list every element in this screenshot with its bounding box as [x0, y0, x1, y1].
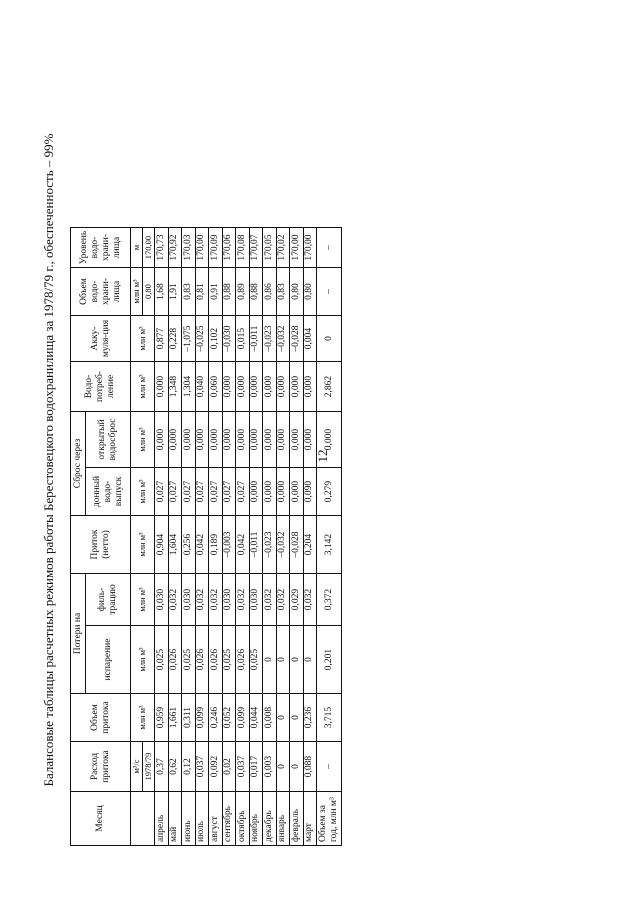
table-caption: Балансовые таблицы расчетных режимов работы Берестовецкого водохранилища за 1978/79 г., обеспеченность – 99%	[41, 133, 56, 787]
donny-cell: 0,027	[209, 468, 223, 516]
filt-cell: 0,372	[317, 574, 342, 626]
pritok-cell: 0,042	[195, 516, 209, 574]
table-row	[236, 228, 250, 846]
obyem-cell: 0,044	[249, 694, 263, 742]
isp-cell: 0,025	[182, 626, 196, 694]
obyem-cell: 0	[276, 694, 290, 742]
table-row	[290, 228, 304, 846]
lvl-cell: 170,08	[236, 228, 250, 268]
pritok-cell: –0,028	[290, 516, 304, 574]
vodop-cell: 1,304	[182, 362, 196, 412]
lvl-cell: 170,00	[303, 228, 317, 268]
isp-cell: 0,026	[236, 626, 250, 694]
akk-cell: 0,004	[303, 316, 317, 362]
donny-cell: 0,027	[222, 468, 236, 516]
lvl-cell: 170,00	[290, 228, 304, 268]
donny-cell: 0,090	[303, 468, 317, 516]
vodop-cell: 0,040	[195, 362, 209, 412]
unit-vodop: млн м³	[131, 362, 155, 412]
filt-cell: 0,032	[209, 574, 223, 626]
isp-cell: 0,026	[195, 626, 209, 694]
vol-cell: 0,88	[249, 268, 263, 316]
unit-rashod: м³/с	[131, 742, 143, 792]
vodop-cell: 0,000	[249, 362, 263, 412]
otkr-cell: 0,000	[222, 412, 236, 468]
otkr-cell: 0,000	[209, 412, 223, 468]
otkr-cell: 0,000	[276, 412, 290, 468]
pritok-cell: 0,256	[182, 516, 196, 574]
table-row	[263, 228, 277, 846]
unit-obyem: млн м³	[131, 694, 155, 742]
table-row	[182, 228, 196, 846]
table-row	[249, 228, 263, 846]
table-row	[303, 228, 317, 846]
units-month-cell	[131, 792, 155, 846]
obyem-cell: 0,246	[209, 694, 223, 742]
akk-cell: –0,011	[249, 316, 263, 362]
isp-cell: 0,026	[209, 626, 223, 694]
unit-otkr: млн м³	[131, 412, 155, 468]
unit-pritok: млн м³	[131, 516, 155, 574]
table-row	[276, 228, 290, 846]
rashod-cell: 0,037	[236, 742, 250, 792]
unit-akk: млн м³	[131, 316, 155, 362]
month-cell: Объем за год, млн м³	[317, 792, 342, 846]
akk-cell: 0,102	[209, 316, 223, 362]
month-cell: январь	[276, 792, 290, 846]
vodop-cell: 0,000	[222, 362, 236, 412]
lvl-cell: 170,03	[182, 228, 196, 268]
vol-cell: 0,86	[263, 268, 277, 316]
vodop-cell: 0,000	[290, 362, 304, 412]
filt-cell: 0,032	[236, 574, 250, 626]
akk-cell: 0,015	[236, 316, 250, 362]
obyem-cell: 0,099	[236, 694, 250, 742]
isp-cell: 0,026	[168, 626, 182, 694]
col-uroven-header: Уровень водо-храни-лища	[71, 228, 131, 268]
isp-cell: 0,025	[222, 626, 236, 694]
col-sbros-header: Сброс через	[71, 412, 86, 516]
rashod-cell: 0,003	[263, 742, 277, 792]
otkr-cell: 0,000	[195, 412, 209, 468]
pritok-cell: 0,904	[155, 516, 169, 574]
donny-cell: 0,027	[182, 468, 196, 516]
pritok-cell: 1,604	[168, 516, 182, 574]
donny-cell: 0,000	[263, 468, 277, 516]
lvl-cell: 170,73	[155, 228, 169, 268]
filt-cell: 0,032	[303, 574, 317, 626]
month-cell: декабрь	[263, 792, 277, 846]
month-cell: октябрь	[236, 792, 250, 846]
akk-cell: –0,023	[263, 316, 277, 362]
col-poteri-header: Потери на	[71, 574, 86, 694]
balance-table	[70, 227, 342, 846]
col-obyem-vdhr-header: Объем водо-храни-лища	[71, 268, 131, 316]
month-cell: февраль	[290, 792, 304, 846]
donny-cell: 0,027	[236, 468, 250, 516]
col-obyem-header: Объем притока	[71, 694, 131, 742]
obyem-cell: 0,311	[182, 694, 196, 742]
unit-year: 1978/79	[143, 742, 155, 792]
initial-level: 170,00	[143, 228, 155, 268]
month-cell: июнь	[182, 792, 196, 846]
pritok-cell: –0,003	[222, 516, 236, 574]
donny-cell: 0,027	[168, 468, 182, 516]
otkr-cell: 0,000	[182, 412, 196, 468]
otkr-cell: 0,000	[249, 412, 263, 468]
pritok-cell: –0,011	[249, 516, 263, 574]
initial-volume: 0,80	[143, 268, 155, 316]
obyem-cell: 3,715	[317, 694, 342, 742]
obyem-cell: 0,099	[195, 694, 209, 742]
unit-filt: млн м³	[131, 574, 155, 626]
lvl-cell: 170,02	[276, 228, 290, 268]
unit-lvl: м	[131, 228, 143, 268]
unit-donny: млн м³	[131, 468, 155, 516]
isp-cell: 0,201	[317, 626, 342, 694]
pritok-cell: 0,189	[209, 516, 223, 574]
donny-cell: 0,000	[276, 468, 290, 516]
col-donny-header: донный водо-выпуск	[86, 468, 131, 516]
pritok-cell: 3,142	[317, 516, 342, 574]
donny-cell: 0,027	[155, 468, 169, 516]
table-row	[168, 228, 182, 846]
rashod-cell: 0,017	[249, 742, 263, 792]
month-cell: июль	[195, 792, 209, 846]
otkr-cell: 0,000	[290, 412, 304, 468]
donny-cell: 0,027	[195, 468, 209, 516]
vol-cell: 1,68	[155, 268, 169, 316]
isp-cell: 0,025	[249, 626, 263, 694]
akk-cell: –0,032	[276, 316, 290, 362]
obyem-cell: 0,236	[303, 694, 317, 742]
col-otkryty-header: открытый водосброс	[86, 412, 131, 468]
col-vodopotreb-header: Водо-потреб-ление	[71, 362, 131, 412]
filt-cell: 0,030	[182, 574, 196, 626]
donny-cell: 0,279	[317, 468, 342, 516]
rashod-cell: 0	[276, 742, 290, 792]
vol-cell: 0,83	[182, 268, 196, 316]
rashod-cell: 0,092	[209, 742, 223, 792]
month-cell: ноябрь	[249, 792, 263, 846]
header-row-1	[71, 228, 86, 846]
pritok-cell: –0,032	[276, 516, 290, 574]
vol-cell: 1,91	[168, 268, 182, 316]
akk-cell: –0,028	[290, 316, 304, 362]
filt-cell: 0,030	[249, 574, 263, 626]
obyem-cell: 1,661	[168, 694, 182, 742]
akk-cell: –0,030	[222, 316, 236, 362]
filt-cell: 0,029	[290, 574, 304, 626]
filt-cell: 0,032	[168, 574, 182, 626]
vodop-cell: 0,000	[155, 362, 169, 412]
rashod-cell: 0,62	[168, 742, 182, 792]
month-cell: сентябрь	[222, 792, 236, 846]
unit-isp: млн м³	[131, 626, 155, 694]
lvl-cell: 170,09	[209, 228, 223, 268]
otkr-cell: 0,000	[263, 412, 277, 468]
filt-cell: 0,032	[276, 574, 290, 626]
otkr-cell: 0,000	[155, 412, 169, 468]
month-cell: август	[209, 792, 223, 846]
rashod-cell: 0,37	[155, 742, 169, 792]
col-filtracia-header: филь-трацию	[86, 574, 131, 626]
lvl-cell: 170,92	[168, 228, 182, 268]
pritok-cell: 0,204	[303, 516, 317, 574]
month-cell: май	[168, 792, 182, 846]
vol-cell: 0,83	[276, 268, 290, 316]
otkr-cell: 0,000	[303, 412, 317, 468]
col-month-header: Месяц	[71, 792, 131, 846]
table-row	[195, 228, 209, 846]
isp-cell: 0	[263, 626, 277, 694]
obyem-cell: 0,052	[222, 694, 236, 742]
filt-cell: 0,030	[222, 574, 236, 626]
akk-cell: –0,025	[195, 316, 209, 362]
vol-cell: –	[317, 268, 342, 316]
vodop-cell: 1,348	[168, 362, 182, 412]
vodop-cell: 0,000	[263, 362, 277, 412]
akk-cell: 0,877	[155, 316, 169, 362]
vol-cell: 0,91	[209, 268, 223, 316]
month-cell: апрель	[155, 792, 169, 846]
akk-cell: –1,075	[182, 316, 196, 362]
col-akkum-header: Акку-муля-ция	[71, 316, 131, 362]
obyem-cell: 0,008	[263, 694, 277, 742]
page-number: 12	[315, 449, 330, 463]
isp-cell: 0	[303, 626, 317, 694]
table-row	[209, 228, 223, 846]
vol-cell: 0,88	[222, 268, 236, 316]
rashod-cell: –	[317, 742, 342, 792]
pritok-cell: –0,023	[263, 516, 277, 574]
total-row	[317, 228, 342, 846]
vodop-cell: 2,862	[317, 362, 342, 412]
otkr-cell: 0,000	[168, 412, 182, 468]
rashod-cell: 0,12	[182, 742, 196, 792]
lvl-cell: 170,05	[263, 228, 277, 268]
col-pritok-header: Приток (нетто)	[71, 516, 131, 574]
lvl-cell: 170,00	[195, 228, 209, 268]
rashod-cell: 0	[290, 742, 304, 792]
lvl-cell: –	[317, 228, 342, 268]
col-rashod-header: Расход притока	[71, 742, 131, 792]
lvl-cell: 170,06	[222, 228, 236, 268]
vodop-cell: 0,060	[209, 362, 223, 412]
donny-cell: 0,000	[290, 468, 304, 516]
akk-cell: 0,228	[168, 316, 182, 362]
rashod-cell: 0,037	[195, 742, 209, 792]
rotated-content	[40, 50, 600, 870]
vol-cell: 0,80	[290, 268, 304, 316]
col-isparenie-header: испарение	[86, 626, 131, 694]
table-body	[155, 228, 342, 846]
donny-cell: 0,000	[249, 468, 263, 516]
units-row	[131, 228, 143, 846]
month-cell: март	[303, 792, 317, 846]
filt-cell: 0,032	[195, 574, 209, 626]
obyem-cell: 0,959	[155, 694, 169, 742]
rashod-cell: 0,02	[222, 742, 236, 792]
isp-cell: 0	[290, 626, 304, 694]
obyem-cell: 0	[290, 694, 304, 742]
table-row	[222, 228, 236, 846]
otkr-cell: 0,000	[236, 412, 250, 468]
vol-cell: 0,89	[236, 268, 250, 316]
isp-cell: 0,025	[155, 626, 169, 694]
unit-vol: млн м³	[131, 268, 143, 316]
rashod-cell: 0,088	[303, 742, 317, 792]
filt-cell: 0,030	[155, 574, 169, 626]
isp-cell: 0	[276, 626, 290, 694]
pritok-cell: 0,042	[236, 516, 250, 574]
vodop-cell: 0,000	[236, 362, 250, 412]
vodop-cell: 0,000	[303, 362, 317, 412]
table-row	[155, 228, 169, 846]
vol-cell: 0,81	[195, 268, 209, 316]
vol-cell: 0,80	[303, 268, 317, 316]
otkr-cell: 0,000	[317, 412, 342, 468]
vodop-cell: 0,000	[276, 362, 290, 412]
akk-cell: 0	[317, 316, 342, 362]
lvl-cell: 170,07	[249, 228, 263, 268]
filt-cell: 0,032	[263, 574, 277, 626]
